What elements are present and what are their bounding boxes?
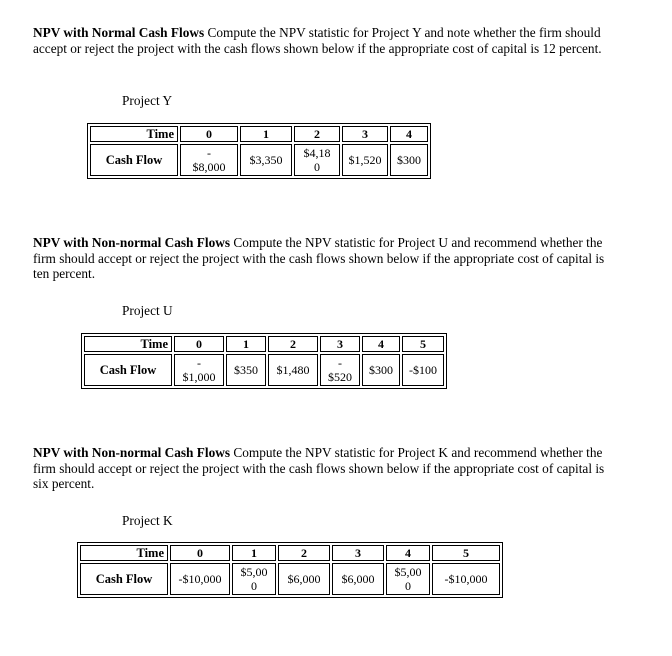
cash-flow-cell (402, 354, 444, 386)
cash-flow-value: - (207, 146, 211, 160)
time-cell: 5 (432, 545, 500, 561)
cash-flow-value: $300 (369, 363, 393, 377)
time-cell: 2 (278, 545, 330, 561)
time-cell: 4 (386, 545, 430, 561)
time-cell: 5 (402, 336, 444, 352)
project-y-label: Project Y (122, 93, 173, 108)
cash-flow-label: Cash Flow (84, 354, 172, 386)
time-cell: 1 (240, 126, 292, 142)
cash-flow-value: $1,520 (348, 153, 382, 167)
cash-flow-cell (390, 144, 428, 176)
cash-flow-value: -$100 (409, 363, 437, 377)
project-u-table (81, 333, 447, 389)
time-row (90, 126, 428, 142)
cash-flow-cell (332, 563, 384, 595)
time-cell: 0 (180, 126, 238, 142)
problem-k-text (33, 445, 613, 492)
cash-flow-value: $3,350 (249, 153, 283, 167)
cash-flow-value: 0 (251, 579, 257, 593)
problem-u-text (33, 235, 613, 282)
time-label: Time (80, 545, 168, 561)
cash-flow-cell (294, 144, 340, 176)
time-cell: 0 (174, 336, 224, 352)
cash-flow-value: -$10,000 (444, 572, 488, 586)
cash-flow-value: $5,00 (240, 565, 268, 579)
time-label: Time (84, 336, 172, 352)
time-cell: 3 (342, 126, 388, 142)
problem-y-body: Compute the NPV statistic for Project Y and note whether the firm should accept or reject the project with the cash flows shown below if the appropriate cost of capital is 12 percent. (33, 25, 602, 56)
cash-flow-value: $1,480 (276, 363, 310, 377)
time-cell: 1 (232, 545, 276, 561)
project-k-table (77, 542, 503, 598)
cash-flow-row (84, 354, 444, 386)
cash-flow-cell (278, 563, 330, 595)
cash-flow-row (80, 563, 500, 595)
time-cell: 2 (268, 336, 318, 352)
cash-flow-label: Cash Flow (90, 144, 178, 176)
cash-flow-cell (432, 563, 500, 595)
cash-flow-value: $350 (234, 363, 258, 377)
project-u-label: Project U (122, 303, 173, 318)
time-cell: 3 (332, 545, 384, 561)
cash-flow-value: $1,000 (182, 370, 216, 384)
cash-flow-value: $8,000 (192, 160, 226, 174)
cash-flow-cell (386, 563, 430, 595)
cash-flow-cell (268, 354, 318, 386)
cash-flow-value: $5,00 (394, 565, 422, 579)
cash-flow-value: $6,000 (341, 572, 375, 586)
problem-y-title: NPV with Normal Cash Flows (33, 25, 205, 40)
problem-k-title: NPV with Non-normal Cash Flows (33, 445, 231, 460)
cash-flow-cell (232, 563, 276, 595)
cash-flow-cell (342, 144, 388, 176)
problem-y-text (33, 25, 613, 56)
cash-flow-value: - (197, 356, 201, 370)
cash-flow-cell (240, 144, 292, 176)
cash-flow-cell (362, 354, 400, 386)
time-cell: 4 (362, 336, 400, 352)
time-row (84, 336, 444, 352)
time-row (80, 545, 500, 561)
cash-flow-cell (320, 354, 360, 386)
cash-flow-cell (226, 354, 266, 386)
project-y-table (87, 123, 431, 179)
cash-flow-value: 0 (405, 579, 411, 593)
problem-u-body: Compute the NPV statistic for Project U and recommend whether the firm should accept or reject the project with the cash flows shown below if the appropriate cost of capital is ten percent. (33, 235, 605, 281)
project-k-label: Project K (122, 513, 173, 528)
cash-flow-label: Cash Flow (80, 563, 168, 595)
cash-flow-cell (180, 144, 238, 176)
cash-flow-value: - (338, 356, 342, 370)
cash-flow-cell (170, 563, 230, 595)
cash-flow-cell (174, 354, 224, 386)
cash-flow-value: 0 (314, 160, 320, 174)
time-cell: 2 (294, 126, 340, 142)
problem-u-title: NPV with Non-normal Cash Flows (33, 235, 231, 250)
cash-flow-row (90, 144, 428, 176)
problem-k-body: Compute the NPV statistic for Project K and recommend whether the firm should accept or reject the project with the cash flows shown below if the appropriate cost of capital is six percent. (33, 445, 605, 491)
time-cell: 1 (226, 336, 266, 352)
time-cell: 0 (170, 545, 230, 561)
time-label: Time (90, 126, 178, 142)
time-cell: 3 (320, 336, 360, 352)
time-cell: 4 (390, 126, 428, 142)
cash-flow-value: $520 (328, 370, 352, 384)
cash-flow-value: $300 (397, 153, 421, 167)
cash-flow-value: -$10,000 (178, 572, 222, 586)
cash-flow-value: $4,18 (303, 146, 331, 160)
cash-flow-value: $6,000 (287, 572, 321, 586)
